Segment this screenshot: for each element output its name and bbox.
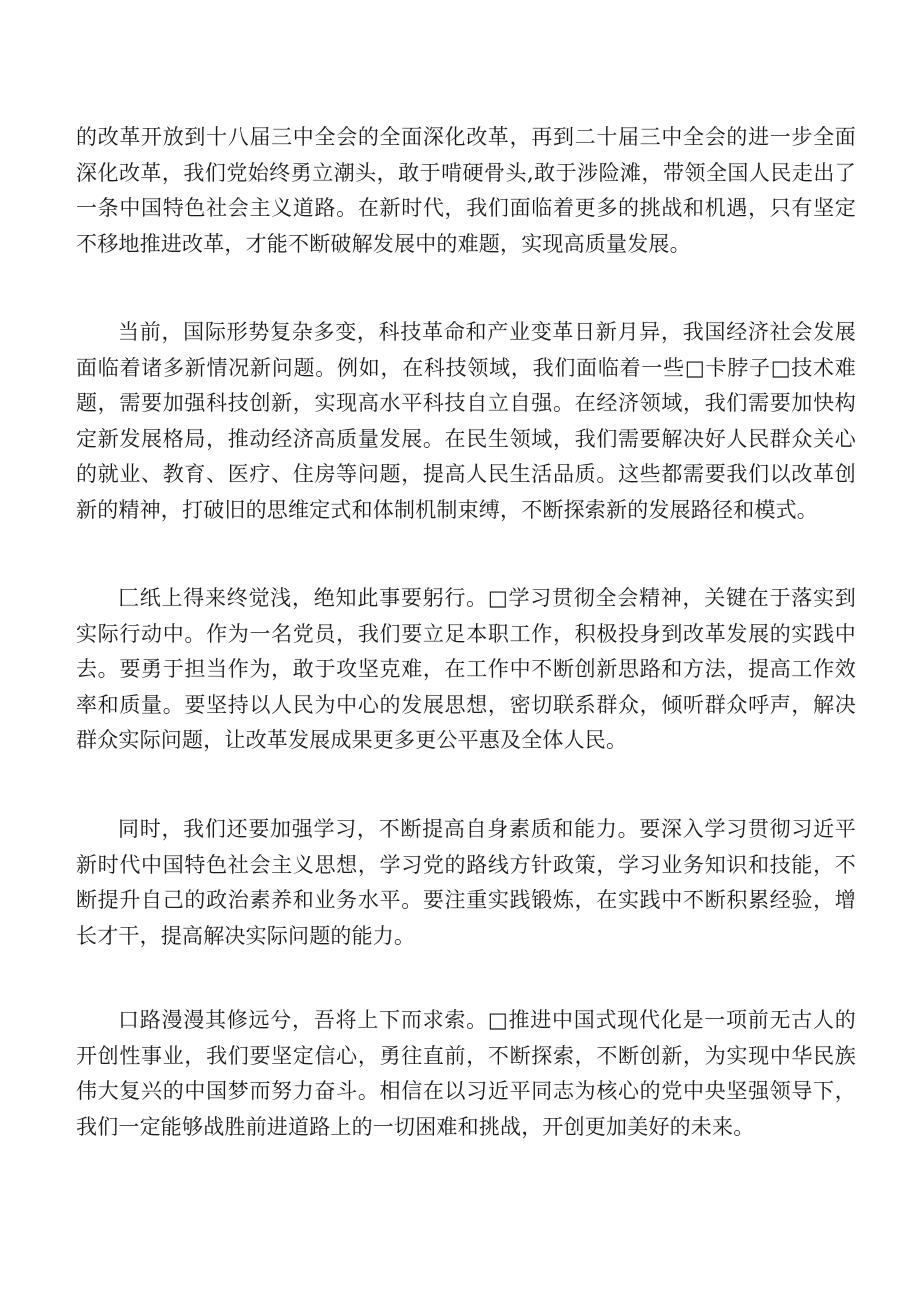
paragraph-strengthen-learning: 同时，我们还要加强学习，不断提高自身素质和能力。要深入学习贯彻习近平新时代中国特色社会主义思想，学习党的路线方针政策，学习业务知识和技能，不断提升自己的政治素养和业务水平。要注重实践锻炼，在实践中不断积累经验，增长才干，提高解决实际问题的能力。 — [76, 817, 856, 948]
paragraph-conclusion: 口路漫漫其修远兮，吾将上下而求索。□推进中国式现代化是一项前无古人的开创性事业，我们要坚定信心，勇往直前，不断探索，不断创新，为实现中华民族伟大复兴的中国梦而努力奋斗。相信在以习近平同志为核心的党中央坚强领导下，我们一定能够战胜前进道路上的一切困难和挑战，开创更加美好的未来。 — [76, 1008, 856, 1139]
paragraph-continuation: 的改革开放到十八届三中全会的全面深化改革，再到二十届三中全会的进一步全面深化改革，我们党始终勇立潮头，敢于啃硬骨头,敢于涉险滩，带领全国人民走出了一条中国特色社会主义道路。在新时代，我们面临着更多的挑战和机遇，只有坚定不移地推进改革，才能不断破解发展中的难题，实现高质量发展。 — [76, 125, 856, 256]
paragraph-current-situation: 当前，国际形势复杂多变，科技革命和产业变革日新月异，我国经济社会发展面临着诸多新情况新问题。例如，在科技领域，我们面临着一些□卡脖子□技术难题，需要加强科技创新，实现高水平科技自立自强。在经济领域，我们需要加快构定新发展格局，推动经济高质量发展。在民生领域，我们需要解决好人民群众关心的就业、教育、医疗、住房等问题，提高人民生活品质。这些都需要我们以改革创新的精神，打破旧的思维定式和体制机制束缚，不断探索新的发展路径和模式。 — [76, 320, 856, 522]
paragraph-put-into-practice: 匚纸上得来终觉浅，绝知此事要躬行。□学习贯彻全会精神，关键在于落实到实际行动中。作为一名党员，我们要立足本职工作，积极投身到改革发展的实践中去。要勇于担当作为，敢于攻坚克难，在工作中不断创新思路和方法，提高工作效率和质量。要坚持以人民为中心的发展思想，密切联系群众，倾听群众呼声，解决群众实际问题，让改革发展成果更多更公平惠及全体人民。 — [76, 586, 856, 752]
